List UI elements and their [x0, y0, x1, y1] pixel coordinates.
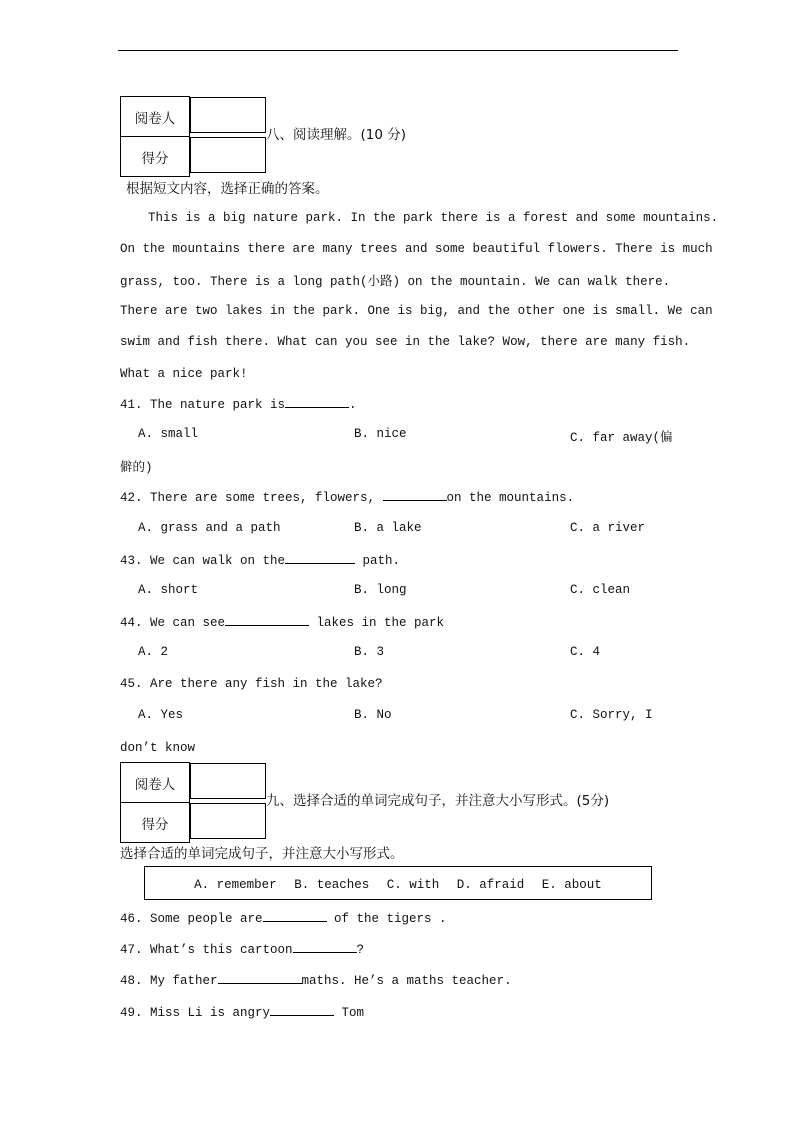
question-stem-end: of the tigers .	[326, 912, 447, 926]
score-label: 得分	[121, 137, 190, 177]
answer-blank[interactable]	[218, 972, 302, 984]
word-option: B. teaches	[294, 878, 370, 892]
reviewer-label: 阅卷人	[121, 97, 190, 137]
option-c[interactable]: C. Sorry, I	[570, 708, 653, 722]
question-stem: 42. There are some trees, flowers,	[120, 491, 383, 505]
question-stem-end: maths. He’s a maths teacher.	[301, 974, 512, 988]
section-8-heading: 八、阅读理解。(10 分)	[266, 127, 407, 143]
question-stem: 48. My father	[120, 974, 218, 988]
option-c-overflow: 僻的)	[120, 461, 153, 475]
question-stem: 47. What’s this cartoon	[120, 943, 293, 957]
reviewer-label: 阅卷人	[121, 763, 190, 803]
word-option: D. afraid	[456, 878, 525, 892]
score-cell[interactable]	[190, 137, 266, 173]
option-b[interactable]: B. nice	[354, 427, 407, 441]
answer-blank[interactable]	[285, 396, 349, 408]
section-9-instruction: 选择合适的单词完成句子，并注意大小写形式。	[120, 846, 404, 862]
answer-blank[interactable]	[293, 941, 357, 953]
option-a[interactable]: A. short	[138, 583, 199, 597]
question-stem-end: .	[349, 398, 357, 412]
answer-blank[interactable]	[270, 1004, 334, 1016]
question-stem-end: path.	[355, 554, 401, 568]
reviewer-cell[interactable]	[190, 763, 266, 799]
question-43	[120, 552, 400, 568]
answer-blank[interactable]	[225, 614, 309, 626]
score-table-section-8	[120, 96, 267, 177]
passage-line: On the mountains there are many trees and some beautiful flowers. There is much	[120, 242, 713, 256]
question-stem: 44. We can see	[120, 616, 226, 630]
passage-line: This is a big nature park. In the park there is a forest and some mountains.	[148, 211, 719, 225]
word-bank	[145, 878, 651, 892]
section-8-instruction: 根据短文内容，选择正确的答案。	[126, 181, 329, 197]
question-47	[120, 941, 364, 957]
option-c[interactable]: C. a river	[570, 521, 646, 535]
word-option: A. remember	[194, 878, 277, 892]
question-stem-end: ?	[356, 943, 365, 957]
score-table-section-9	[120, 762, 267, 843]
question-stem: 46. Some people are	[120, 912, 263, 926]
question-stem: 43. We can walk on the	[120, 554, 286, 568]
question-49	[120, 1004, 364, 1020]
question-stem: 49. Miss Li is angry	[120, 1006, 271, 1020]
option-c[interactable]: C. 4	[570, 645, 601, 659]
question-42	[120, 489, 574, 505]
question-41	[120, 396, 357, 412]
question-45: 45. Are there any fish in the lake?	[120, 677, 383, 691]
option-a[interactable]: A. 2	[138, 645, 169, 659]
option-b[interactable]: B. No	[354, 708, 392, 722]
passage-line: grass, too. There is a long path(小路) on the mountain. We can walk there.	[120, 275, 671, 289]
answer-blank[interactable]	[263, 910, 327, 922]
option-a[interactable]: A. grass and a path	[138, 521, 281, 535]
section-9-heading: 九、选择合适的单词完成句子，并注意大小写形式。(5分)	[266, 793, 610, 809]
question-46	[120, 910, 447, 926]
reviewer-cell[interactable]	[190, 97, 266, 133]
option-c-overflow: don’t know	[120, 741, 196, 755]
score-label: 得分	[121, 803, 190, 843]
option-a[interactable]: A. small	[138, 427, 199, 441]
question-stem-end: on the mountains.	[446, 491, 575, 505]
option-b[interactable]: B. a lake	[354, 521, 422, 535]
option-b[interactable]: B. 3	[354, 645, 385, 659]
option-c[interactable]: C. clean	[570, 583, 631, 597]
answer-blank[interactable]	[285, 552, 355, 564]
word-bank-box	[144, 866, 652, 900]
passage-line: There are two lakes in the park. One is big, and the other one is small. We can	[120, 304, 713, 318]
option-c[interactable]: C. far away(偏	[570, 431, 673, 445]
word-option: C. with	[386, 878, 440, 892]
score-cell[interactable]	[190, 803, 266, 839]
passage-line: What a nice park!	[120, 367, 248, 381]
question-stem: 41. The nature park is	[120, 398, 286, 412]
option-b[interactable]: B. long	[354, 583, 407, 597]
question-stem-end: Tom	[334, 1006, 365, 1020]
option-a[interactable]: A. Yes	[138, 708, 184, 722]
question-48	[120, 972, 512, 988]
question-44	[120, 614, 444, 630]
answer-blank[interactable]	[383, 489, 447, 501]
header-rule	[118, 50, 678, 51]
passage-line: swim and fish there. What can you see in the lake? Wow, there are many fish.	[120, 335, 691, 349]
word-option: E. about	[541, 878, 602, 892]
question-stem-end: lakes in the park	[309, 616, 445, 630]
